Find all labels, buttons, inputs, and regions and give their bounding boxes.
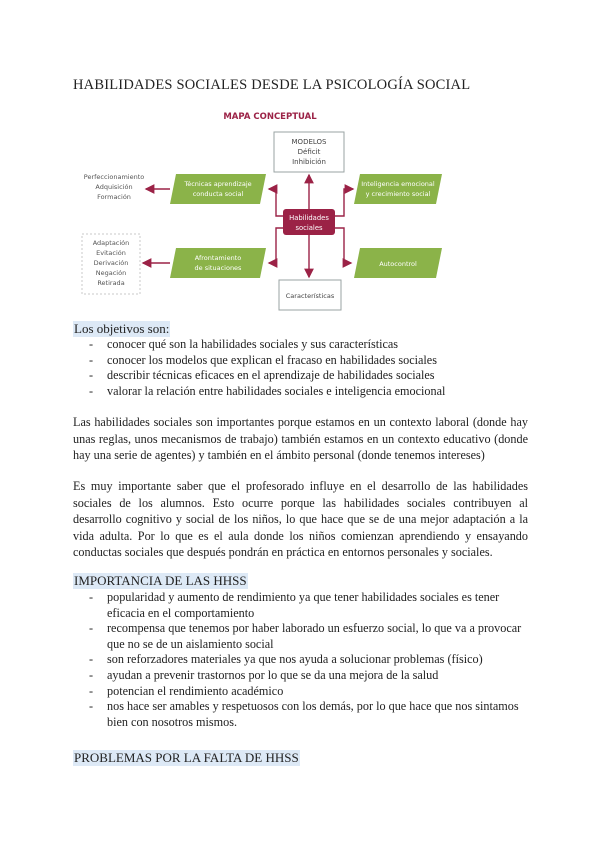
coping-label-2: de situaciones <box>194 264 242 272</box>
far-left-top-2: Adquisición <box>95 183 133 191</box>
models-item-1: Déficit <box>297 148 321 156</box>
far-left-top-list <box>84 173 144 201</box>
coping-label-1: Afrontamiento <box>194 254 242 262</box>
far-left-bottom-1: Adaptación <box>92 239 130 247</box>
emotional-intelligence-box <box>354 174 442 204</box>
list-item: - ayudan a prevenir trastornos por lo que se da una mejora de la salud <box>73 668 528 684</box>
concept-map <box>80 104 520 314</box>
characteristics-box <box>279 280 341 310</box>
far-left-bottom-2: Evitación <box>96 249 126 257</box>
emotional-label-1: Inteligencia emocional <box>361 180 435 188</box>
paragraph-importance-contexts: Las habilidades sociales son importantes porque estamos en un contexto laboral (donde hay unas reglas, unos mecanismos de trabajo) también estamos en un contexto educativo (donde hay una serie de agentes) y también en el ámbito personal (donde tenemos intereses) <box>73 415 528 462</box>
list-item: - valorar la relación entre habilidades sociales e inteligencia emocional <box>73 384 528 400</box>
far-left-bottom-4: Negación <box>95 269 127 277</box>
list-item: - son reforzadores materiales ya que nos ayuda a solucionar problemas (físico) <box>73 652 528 668</box>
list-item: - conocer los modelos que explican el fracaso en habilidades sociales <box>73 353 528 369</box>
list-item: - potencian el rendimiento académico <box>73 684 528 700</box>
far-left-top-3: Formación <box>97 193 131 201</box>
importance-list <box>73 590 528 730</box>
models-item-2: Inhibición <box>292 158 326 166</box>
characteristics-label: Características <box>285 292 335 300</box>
concept-map-heading: MAPA CONCEPTUAL <box>223 112 317 122</box>
techniques-label-2: conducta social <box>192 190 244 198</box>
paragraph-teacher-influence: Es muy importante saber que el profesorado influye en el desarrollo de las habilidades sociales de los alumnos. Esto ocurre porque las habilidades sociales contribuyen al desarrollo cognitivo y social de los niños, lo que hace que se de una mejor adaptación a la vida adulta. Por lo que es el aula donde los niños comienzan aprendiendo y ensayando conductas sociales que después pondrán en práctica en entornos personales y sociales. <box>73 479 528 559</box>
list-item: - nos hace ser amables y respetuosos con los demás, por lo que hace que nos sintamos bien con nosotros mismos. <box>73 699 528 730</box>
self-control-box <box>354 248 442 278</box>
list-item: - describir técnicas eficaces en el aprendizaje de habilidades sociales <box>73 368 528 384</box>
center-label-2: sociales <box>295 224 323 232</box>
document-title: HABILIDADES SOCIALES DESDE LA PSICOLOGÍA SOCIAL <box>73 77 471 93</box>
list-item: - recompensa que tenemos por haber laborado un esfuerzo social, lo que va a provocar que no se de un aislamiento social <box>73 621 528 652</box>
models-label: MODELOS <box>291 138 327 146</box>
techniques-box <box>170 174 266 204</box>
objectives-list <box>73 337 528 399</box>
center-label-1: Habilidades <box>289 214 329 222</box>
far-left-bottom-list <box>93 239 130 287</box>
emotional-label-2: y crecimiento social <box>365 190 431 198</box>
list-item: - popularidad y aumento de rendimiento ya que tener habilidades sociales es tener eficacia en el comportamiento <box>73 590 528 621</box>
far-left-bottom-5: Retirada <box>97 279 125 287</box>
far-left-top-1: Perfeccionamiento <box>83 173 145 181</box>
list-item: - conocer qué son la habilidades sociales y sus características <box>73 337 528 353</box>
center-node <box>283 209 335 235</box>
techniques-label-1: Técnicas aprendizaje <box>184 180 252 188</box>
self-control-label: Autocontrol <box>379 260 417 268</box>
coping-box <box>170 248 266 278</box>
far-left-bottom-3: Derivación <box>93 259 129 267</box>
problems-heading: PROBLEMAS POR LA FALTA DE HHSS <box>74 750 299 765</box>
importance-heading: IMPORTANCIA DE LAS HHSS <box>74 573 247 588</box>
objectives-heading: Los objetivos son: <box>74 321 170 336</box>
models-box <box>274 132 344 172</box>
